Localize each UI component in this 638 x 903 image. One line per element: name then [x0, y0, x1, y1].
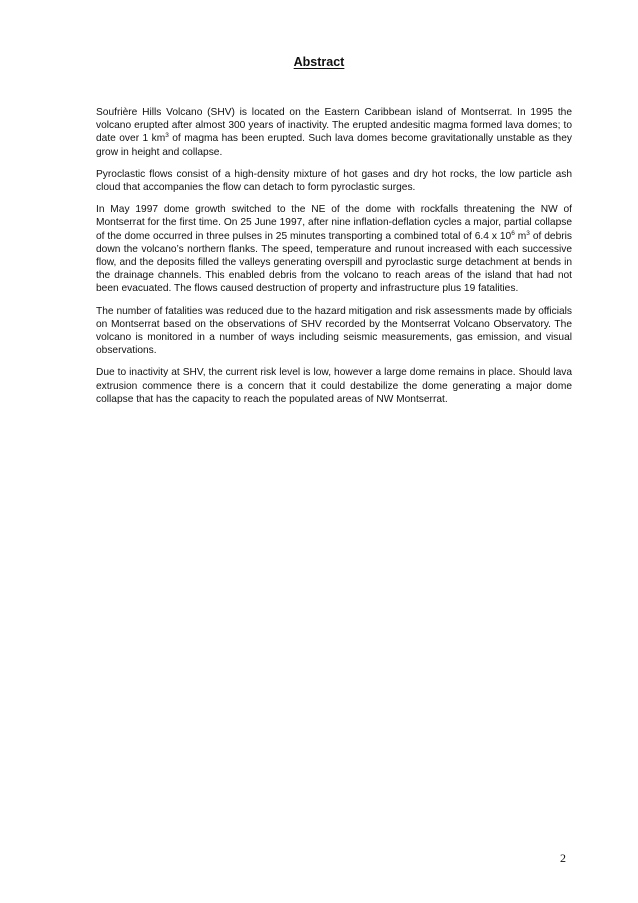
paragraph-text: of magma has been erupted. Such lava domes become gravitationally unstable as they grow in height and collapse.: [96, 133, 572, 158]
paragraph-risk-level: Due to inactivity at SHV, the current risk level is low, however a large dome remains in place. Should lava extrusion commence there is a concern that it could destabilize the dome generating a major dome collapse that has the capacity to reach the populated areas of NW Montserrat.: [96, 367, 572, 405]
paragraph-text: of debris down the volcano’s northern flanks. The speed, temperature and runout increased with each successive flow, and the deposits filled the valleys generating overspill and pyroclastic surge detachment at bends in the drainage channels. This enabled debris from the volcano to reach areas of the island that had not been evacuated. The flows caused destruction of property and infrastructure plus 19 fatalities.: [96, 230, 573, 295]
page-title: Abstract: [293, 55, 345, 69]
paragraph-pyroclastic-flows: Pyroclastic flows consist of a high-density mixture of hot gases and dry hot rocks, the low particle ash cloud that accompanies the flow can detach to form pyroclastic surges.: [96, 168, 572, 194]
superscript: 3: [526, 229, 530, 237]
paragraph-text: In May 1997 dome growth switched to the NE of the dome with rockfalls threatening the NW of Montserrat for the first time. On 25 June 1997, after nine inflation-deflation cycles a major, partial collapse of the dome occurred in three pulses in 25 minutes transporting a combined total of 6.4 x 10: [96, 204, 572, 242]
paragraph-fatalities: The number of fatalities was reduced due to the hazard mitigation and risk assessments made by officials on Montserrat based on the observations of SHV recorded by the Montserrat Volcano Observatory. The volcano is monitored in a number of ways including seismic measurements, gas emission, and visual observations.: [96, 305, 572, 357]
paragraph-text: Soufrière Hills Volcano (SHV) is located on the Eastern Caribbean island of Montserrat. In 1995 the volcano erupted after almost 300 years of inactivity. The erupted andesitic magma formed lava domes; to date over 1 km: [96, 107, 572, 145]
abstract-body: [96, 106, 572, 415]
paragraph-introduction: [96, 106, 572, 159]
superscript: 3: [165, 132, 169, 140]
superscript: 6: [511, 229, 515, 237]
page-number: 2: [560, 851, 566, 865]
paragraph-text: m: [514, 230, 527, 242]
paragraph-dome-collapse: [96, 203, 572, 295]
